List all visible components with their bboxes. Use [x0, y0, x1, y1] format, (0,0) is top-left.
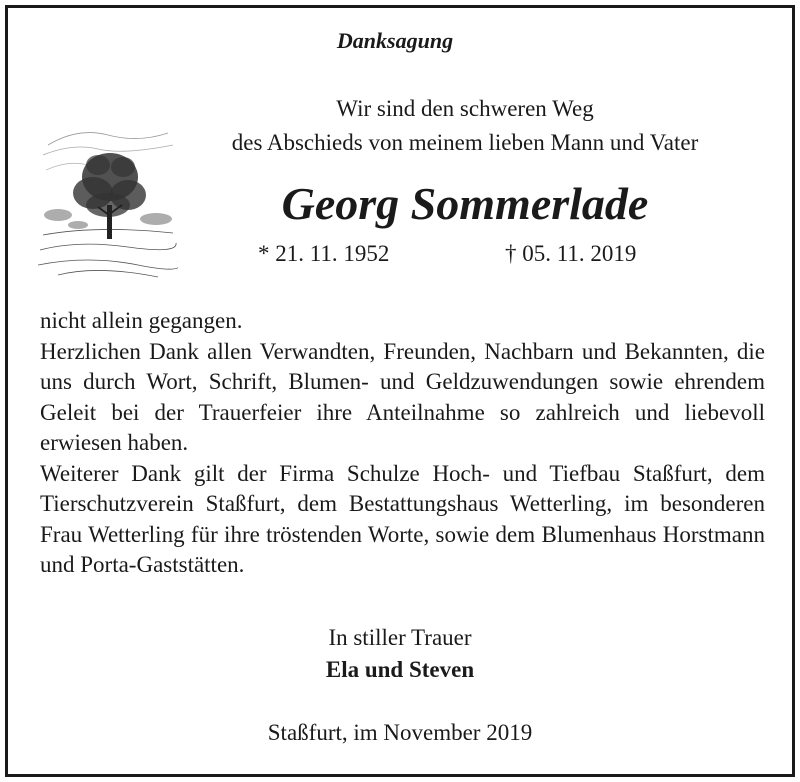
- death-date: † 05. 11. 2019: [505, 241, 637, 266]
- body-paragraph-2: Herzlichen Dank allen Verwandten, Freunden, Nachbarn und Bekannten, die uns durch Wort, Schrift, Blumen- und Geldzuwendungen sowie ehrendem Geleit bei der Trauerfeier ihre Anteilnahme so zahlreich und liebevoll erwiesen haben.: [40, 338, 765, 455]
- intro-line-1: Wir sind den schweren Weg: [336, 96, 594, 121]
- body-paragraph-3: Weiterer Dank gilt der Firma Schulze Hoch- und Tiefbau Staßfurt, dem Tierschutzverein Staßfurt, dem Bestattungshaus Wetterling, im besonderen Frau Wetterling für ihre tröstenden Worte, sowie dem Blumenhaus Horstmann und Porta-Gaststätten.: [40, 460, 765, 577]
- closing-names: Ela und Steven: [325, 657, 475, 682]
- notice-body: [40, 306, 765, 581]
- body-paragraph-1: nicht allein gegangen.: [40, 308, 243, 333]
- deceased-name: Georg Sommerlade: [281, 178, 649, 229]
- place-date: Staßfurt, im November 2019: [267, 720, 533, 745]
- closing-block: [0, 622, 800, 686]
- notice-heading: Danksagung: [336, 28, 454, 53]
- intro-line-2: des Abschieds von meinem lieben Mann und Vater: [231, 130, 699, 155]
- birth-date: * 21. 11. 1952: [258, 241, 390, 266]
- closing-line: In stiller Trauer: [328, 625, 472, 650]
